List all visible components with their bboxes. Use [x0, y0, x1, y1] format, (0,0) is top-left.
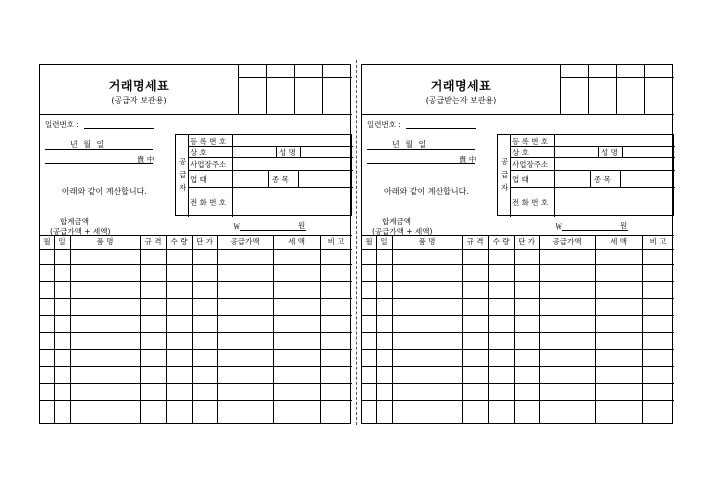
phone-label: 전 화 번 호 — [190, 198, 227, 207]
statement-form-recipient — [361, 64, 673, 424]
col-quantity: 수 량 — [492, 237, 510, 246]
business-label: 업 태 — [512, 175, 529, 184]
form-title: 거래명세표 — [108, 79, 170, 93]
currency-symbol: ￦ — [555, 222, 563, 231]
col-unit-price: 단 가 — [518, 237, 535, 246]
items-table — [362, 235, 674, 425]
items-table — [40, 235, 352, 425]
col-unit-price: 단 가 — [196, 237, 213, 246]
form-title: 거래명세표 — [430, 79, 492, 93]
address-label: 사업장주소 — [190, 160, 227, 169]
col-month: 월 — [43, 237, 51, 246]
won-label: 원 — [298, 221, 306, 230]
form-subtitle: (공급받는자 보관용) — [425, 96, 497, 105]
currency-symbol: ￦ — [233, 222, 241, 231]
address-label: 사업장주소 — [512, 160, 549, 169]
col-spec: 규 격 — [466, 237, 484, 246]
col-supply-amount: 공급가액 — [230, 237, 260, 246]
date-label: 년 월 일 — [70, 140, 105, 149]
company-label: 상 호 — [512, 148, 529, 157]
cut-line — [356, 60, 357, 425]
reg-no-label: 등 록 번 호 — [190, 137, 227, 146]
won-label: 원 — [620, 221, 628, 230]
col-tax: 세 액 — [610, 237, 627, 246]
statement-text: 아래와 같이 계산합니다. — [384, 187, 469, 196]
col-month: 월 — [365, 237, 373, 246]
supplier-vertical-label: 공 급 자 — [501, 157, 509, 192]
business-label: 업 태 — [190, 175, 207, 184]
col-supply-amount: 공급가액 — [552, 237, 582, 246]
supplier-info-box — [497, 134, 674, 216]
phone-label: 전 화 번 호 — [512, 198, 549, 207]
supplier-vertical-label: 공 급 자 — [179, 157, 187, 192]
statement-form-supplier — [39, 64, 351, 424]
col-day: 일 — [58, 237, 66, 246]
col-item-name: 품 명 — [96, 237, 114, 246]
recipient-suffix: 貴 中 — [459, 155, 477, 164]
item-label: 종 목 — [594, 175, 611, 184]
reg-no-label: 등 록 번 호 — [512, 137, 549, 146]
supplier-info-box — [175, 134, 352, 216]
name-label: 성 명 — [279, 148, 296, 157]
col-remarks: 비 고 — [327, 237, 345, 246]
col-day: 일 — [380, 237, 388, 246]
col-quantity: 수 량 — [170, 237, 188, 246]
date-label: 년 월 일 — [392, 140, 427, 149]
col-tax: 세 액 — [288, 237, 305, 246]
total-sub-label: (공급가액 + 세액) — [372, 227, 433, 236]
col-item-name: 품 명 — [418, 237, 436, 246]
serial-label: 일련번호 : — [367, 120, 401, 129]
total-label: 합계금액 — [382, 217, 411, 226]
recipient-suffix: 貴 中 — [137, 155, 155, 164]
name-label: 성 명 — [601, 148, 618, 157]
form-subtitle: (공급자 보관용) — [111, 96, 167, 105]
statement-text: 아래와 같이 계산합니다. — [62, 187, 147, 196]
company-label: 상 호 — [190, 148, 207, 157]
col-spec: 규 격 — [144, 237, 162, 246]
serial-label: 일련번호 : — [45, 120, 79, 129]
total-sub-label: (공급가액 + 세액) — [50, 227, 111, 236]
total-label: 합계금액 — [60, 217, 89, 226]
col-remarks: 비 고 — [649, 237, 667, 246]
item-label: 종 목 — [272, 175, 289, 184]
